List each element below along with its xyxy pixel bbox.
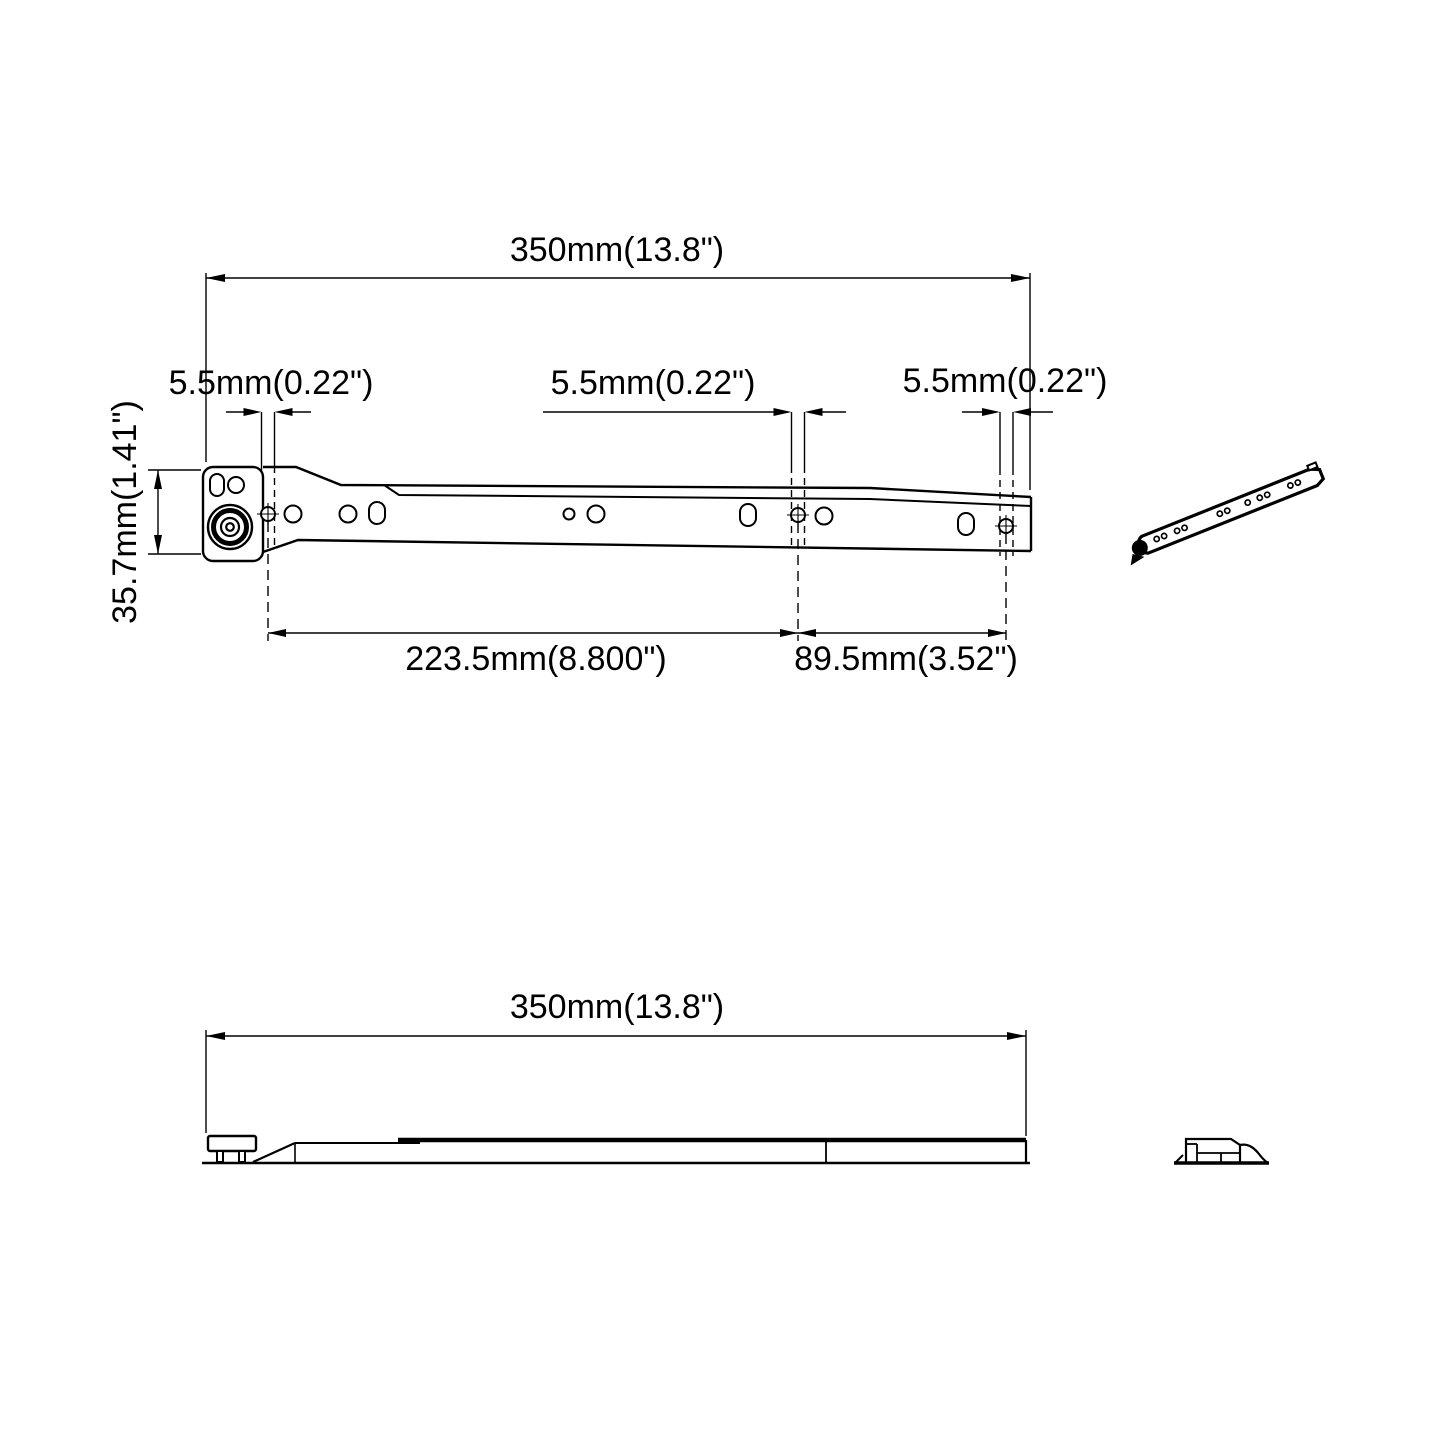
perspective-view <box>1121 462 1327 565</box>
hole-slot <box>958 513 974 535</box>
top-view <box>106 231 1107 678</box>
side-profile <box>202 1136 1030 1163</box>
hole-diameter-label-middle: 5.5mm(0.22") <box>550 364 756 402</box>
dimension-rear-hole-spacing <box>794 629 1018 678</box>
dimension-hole-diameter-left <box>169 364 374 641</box>
arrowhead-up <box>154 470 162 489</box>
roller-head <box>208 1136 256 1151</box>
dimension-hole-diameter-middle <box>543 364 846 641</box>
front-hole-spacing-label: 223.5mm(8.800") <box>405 640 667 678</box>
arrowhead-right <box>1011 274 1030 282</box>
arrowhead-left <box>206 274 225 282</box>
hole-diameter-label-right: 5.5mm(0.22") <box>902 362 1108 400</box>
hole-diameter-label-left: 5.5mm(0.22") <box>168 364 374 402</box>
roller-leg <box>217 1151 223 1162</box>
hole <box>285 506 302 523</box>
side-view <box>202 988 1030 1163</box>
screw-hole-middle <box>787 504 809 526</box>
dimension-front-hole-spacing <box>268 629 798 678</box>
hole <box>588 506 605 523</box>
hole-slot <box>740 504 756 526</box>
overall-length-label-side: 350mm(13.8") <box>509 988 725 1026</box>
roller-leg <box>239 1151 245 1162</box>
rail-top-edge <box>263 467 1031 497</box>
rail-bottom-edge <box>263 540 1031 552</box>
hole <box>816 508 833 525</box>
dimension-overall-length-top <box>206 231 1030 490</box>
end-view <box>1174 1139 1269 1163</box>
dimension-height <box>106 400 201 624</box>
end-view-outline <box>1186 1139 1240 1163</box>
hole-slot <box>369 502 385 524</box>
drawer-slide-top-view-outline <box>203 467 1031 561</box>
overall-length-label-top: 350mm(13.8") <box>509 231 725 269</box>
arrowhead-down <box>154 535 162 554</box>
height-label: 35.7mm(1.41") <box>106 400 144 624</box>
rear-hole-spacing-label: 89.5mm(3.52") <box>794 640 1018 678</box>
hole <box>340 506 357 523</box>
end-view-ramp <box>1240 1145 1268 1163</box>
profile-ramp <box>253 1143 295 1162</box>
hole <box>564 509 575 520</box>
dimension-overall-length-side <box>206 988 1026 1136</box>
